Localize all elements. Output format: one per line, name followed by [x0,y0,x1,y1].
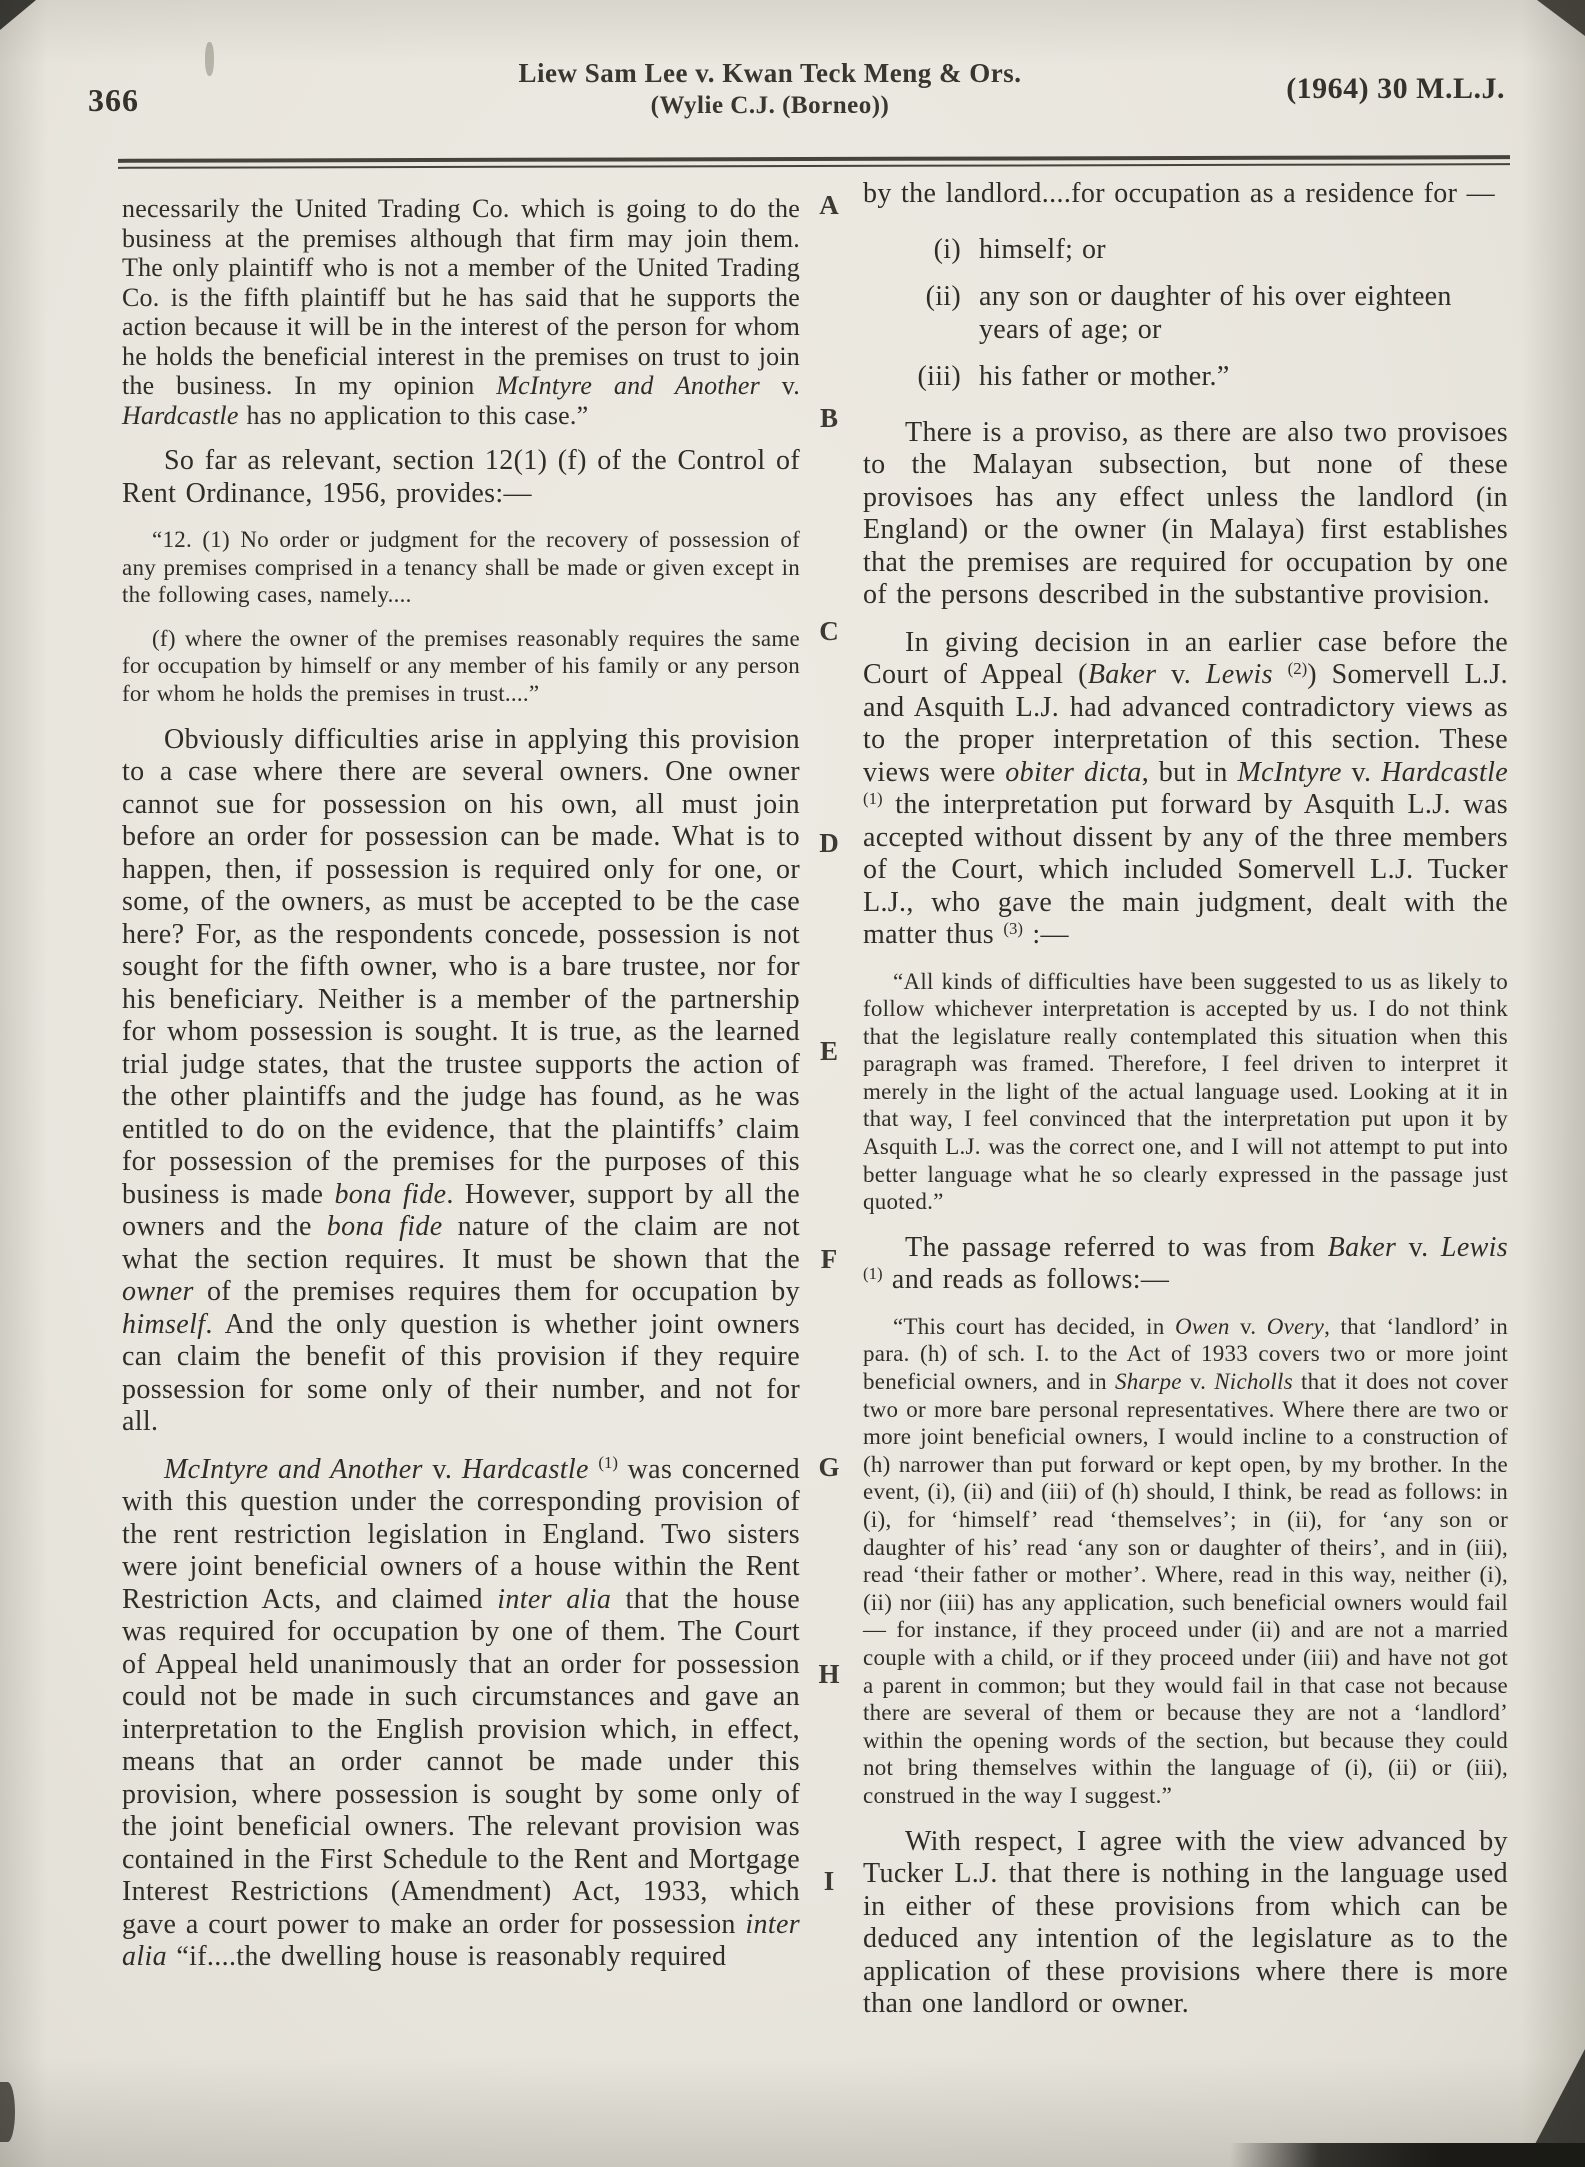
margin-letter-f: F [820,1244,838,1274]
margin-letter-c: C [819,616,839,646]
margin-letter-h: H [818,1659,840,1689]
scan-artifact-top-left [0,0,36,30]
statute-quote-section-12-1: “12. (1) No order or judgment for the recovery of possession of any premises comprised in a tenancy shall be made or given except in the following cases, namely.... [122,527,800,608]
landlord-continuation-paragraph: by the landlord....for occupation as a residence for — [863,178,1496,209]
judgment-quote-continuation: necessarily the United Trading Co. which is going to do the business at the premises although that firm may join them. The only plaintiff who is not a member of the United Trading Co. is the fifth plaintiff but he has said that he supports the action because it will be in the interest of the person for whom he holds the beneficial interest in the premises on trust to join the business. In my opinion McIntyre and Another v. Hardcastle has no application to this case.” [122,194,800,430]
margin-letter-a: A [819,190,839,220]
running-head-case-title: Liew Sam Lee v. Kwan Teck Meng & Ors. [518,58,1022,88]
list-item-marker: (iii) [917,360,961,392]
list-item-marker: (i) [933,233,961,265]
margin-letter-d: D [819,828,839,858]
list-item [863,233,1508,266]
margin-letter-g: G [818,1452,840,1482]
decision-paragraph: In giving decision in an earlier case before the Court of Appeal (Baker v. Lewis $^{(2)}$) Somervell L.J. and Asquith L.J. had advanced contradictory views as to the proper interpretation of this section. These views were obiter dicta, but in McIntyre v. Hardcastle $^{(1)}$ the interpretation put forward by Asquith L.J. was accepted without dissent by any of the three members of the Court, which included Somervell L.J. Tucker L.J., who gave the main judgment, dealt with the matter thus $^{(3)}$ :— [863,626,1508,950]
occupier-list [863,233,1508,393]
scan-artifact-bottom-left [0,2082,15,2142]
margin-letter-i: I [823,1866,835,1896]
tucker-lj-quote: “All kinds of difficulties have been suggested to us as likely to follow whichever interpretation is accepted by us. I do not think that the legislature really contemplated this situation when this paragraph was framed. Therefore, I feel driven to interpret it merely in the light of the actual language used. Looking at it in that way, I feel convinced that the interpretation put upon it by Asquith L.J. was the correct one, and I will not attempt to put into better language what he so clearly expressed in the passage just quoted.” [863,968,1508,1215]
scan-artifact-bottom-right [1523,2049,1585,2167]
right-column [863,178,1508,2036]
list-item-text: himself; or [979,233,1106,265]
list-item [863,280,1508,346]
baker-lewis-quote: “This court has decided, in Owen v. Overy, that ‘landlord’ in para. (h) of sch. I. to the Act of 1933 covers two or more joint beneficial owners, and in Sharpe v. Nicholls that it does not cover two or more bare personal representatives. Where there are two or more joint beneficial owners, I would incline to a construction of (h) narrower than put forward or kept open, by my brother. In the event, (i), (ii) and (iii) of (h) should, I think, be read as follows: in (i), for ‘himself’ read ‘themselves’; in (ii), for ‘any son or daughter of his’ read ‘any son or daughter of theirs’, and in (iii), read ‘their father or mother’. Where, read in this way, neither (i), (ii) nor (iii) has any application, such beneficial owners would fail — for instance, if they proceed under (ii) and are not a married couple with a child, or if they proceed under (iii) and have not got a parent in common; but they would fail in that case not because there are several of them or because they are not a ‘landlord’ within the opening words of the section, but because they could not bring themselves within the language of (i), (ii) or (iii), construed in the way I suggest.” [863,1313,1508,1808]
running-head [330,58,1210,120]
running-head-court-line: (Wylie C.J. (Borneo)) [650,92,890,119]
list-item-marker: (ii) [925,280,961,312]
difficulties-paragraph: Obviously difficulties arise in applying this provision to a case where there are several owners. One owner cannot sue for possession on his own, all must join before an order for possession can be made. What is to happen, then, if possession is required only for one, or some, of the owners, as must be accepted to be the case here? For, as the respondents concede, possession is not sought for the fifth owner, who is a bare trustee, nor for his beneficiary. Neither is a member of the partnership for whom possession is sought. It is true, as the learned trial judge states, that the trustee supports the action of the other plaintiffs and the judge has found, as he was entitled to do on the evidence, that the plaintiffs’ claim for possession of the premises for the purposes of this business is made bona fide. However, support by all the owners and the bona fide nature of the claim are not what the section requires. It must be shown that the owner of the premises requires them for occupation by himself. And the only question is whether joint owners can claim the benefit of this provision if they require possession for some only of their number, and not for all. [122,723,801,1438]
header-rule [118,155,1510,169]
scan-artifact-bottom-band [1230,2143,1585,2167]
margin-letter-b: B [819,403,838,433]
statute-intro-paragraph: So far as relevant, section 12(1) (f) of the Control of Rent Ordinance, 1956, provides:— [122,445,800,509]
list-item-text: any son or daughter of his over eighteen years of age; or [979,280,1452,345]
margin-letter-e: E [819,1036,838,1066]
statute-quote-section-12-1-f: (f) where the owner of the premises reasonably requires the same for occupation by himself or any member of his family or any person for whom he holds the premises in trust....” [122,625,800,706]
list-item [863,360,1508,393]
left-column [122,194,800,1989]
proviso-paragraph: There is a proviso, as there are also two provisoes to the Malayan subsection, but none of these provisoes has any effect unless the landlord (in England) or the owner (in Malaya) first establishes that the premises are required for occupation by one of the persons described in the substantive provision. [863,416,1508,610]
page-number: 366 [88,82,139,118]
scan-artifact-top-right [1537,0,1585,36]
list-item-text: his father or mother.” [979,360,1230,392]
mcintyre-paragraph: McIntyre and Another v. Hardcastle $^{(1)}$ was concerned with this question under the corresponding provision of the rent restriction legislation in England. Two sisters were joint beneficial owners of a house within the Rent Restriction Acts, and claimed inter alia that the house was required for occupation by one of them. The Court of Appeal held unanimously that an order for possession could not be made in such circumstances and gave an interpretation to the English provision which, in effect, means that an order cannot be made under this provision, where possession is sought by some only of the joint beneficial owners. The relevant provision was contained in the First Schedule to the Rent and Mortgage Interest Restrictions (Amendment) Act, 1933, which gave a court power to make an order for possession inter alia “if....the dwelling house is reasonably required [122,1453,800,1973]
concluding-paragraph: With respect, I agree with the view advanced by Tucker L.J. that there is nothing in the language used in either of these provisions from which can be deduced any intention of the legislature as to the application of these provisions where there is more than one landlord or owner. [863,1825,1508,2020]
scan-artifact-smudge [205,42,214,76]
passage-intro-paragraph: The passage referred to was from Baker v. Lewis $^{(1)}$ and reads as follows:— [863,1231,1508,1296]
volume-citation: (1964) 30 M.L.J. [1286,72,1505,105]
